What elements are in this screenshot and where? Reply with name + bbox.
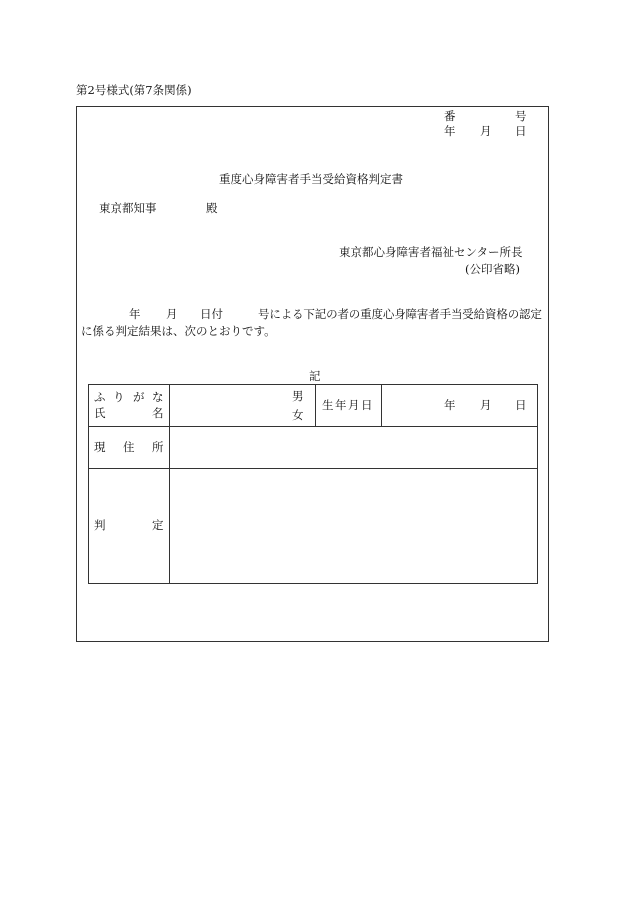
name-label-char: 氏 <box>94 406 106 420</box>
addressee-name: 東京都知事 <box>99 201 157 215</box>
form-number-label: 第2号様式(第7条関係) <box>76 83 192 97</box>
date-month-label: 月 <box>480 124 492 138</box>
judgment-label-char: 定 <box>152 518 164 532</box>
number-label-left: 番 <box>444 109 456 123</box>
record-label: 記 <box>309 369 321 383</box>
furigana-char: ふ <box>94 390 106 404</box>
body-month: 月 <box>166 307 178 321</box>
birth-day-label: 日 <box>515 398 527 412</box>
address-label-char: 所 <box>152 440 164 454</box>
table-row-divider <box>88 426 538 427</box>
body-line2-text: に係る判定結果は、次のとおりです。 <box>81 324 276 338</box>
addressee-honorific: 殿 <box>206 201 218 215</box>
furigana-char: が <box>133 390 145 404</box>
sex-female-option: 女 <box>292 408 304 422</box>
birth-year-label: 年 <box>444 398 456 412</box>
seal-omitted-note: (公印省略) <box>465 262 520 276</box>
judgment-label-char: 判 <box>94 518 106 532</box>
body-line1-text: 号による下記の者の重度心身障害者手当受給資格の認定 <box>258 307 542 321</box>
table-label-column-divider <box>169 384 170 584</box>
furigana-char: り <box>113 390 125 404</box>
address-label-char: 現 <box>94 440 106 454</box>
birth-month-label: 月 <box>480 398 492 412</box>
number-label-right: 号 <box>515 109 527 123</box>
table-row-divider <box>88 468 538 469</box>
birthdate-label: 生年月日 <box>322 398 374 412</box>
document-title: 重度心身障害者手当受給資格判定書 <box>219 172 403 186</box>
address-label-char: 住 <box>123 440 135 454</box>
date-day-label: 日 <box>515 124 527 138</box>
furigana-char: な <box>152 390 164 404</box>
body-year: 年 <box>129 307 141 321</box>
table-sex-divider <box>315 384 316 426</box>
body-day-dated: 日付 <box>200 307 223 321</box>
date-year-label: 年 <box>444 124 456 138</box>
issuer-name: 東京都心身障害者福祉センター所長 <box>339 245 523 259</box>
sex-male-option: 男 <box>292 389 304 403</box>
name-label-char: 名 <box>152 406 164 420</box>
table-birthdate-divider <box>381 384 382 426</box>
